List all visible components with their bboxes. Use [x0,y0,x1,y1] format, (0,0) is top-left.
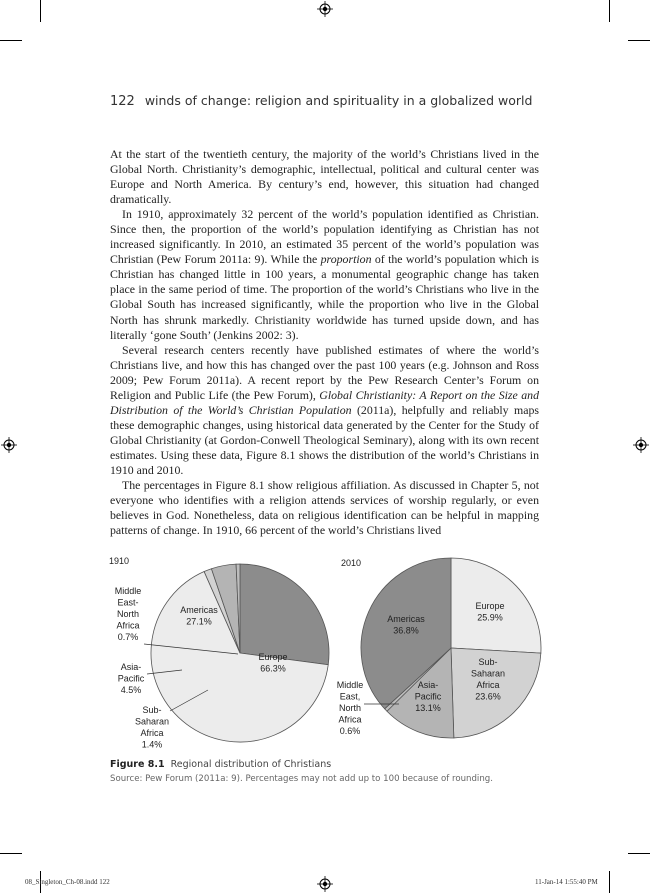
slice-label-asia-pacific [118,662,145,695]
slice-label-line: Middle [114,586,142,596]
slice-label-line: Saharan [470,668,506,679]
slice-label-line: Pacific [414,691,442,702]
slice-label-line: Sub- [142,705,162,715]
pie-charts [100,548,550,758]
slice-label-asia-pacific [415,680,442,713]
page-number: 122 [110,94,135,109]
slice-label-line: Africa [476,680,500,690]
text-run: Several research centers recently have published estimates of where the world’s Christians live, and how this has changed over the past 100 years (e.g. Johnson and Ross 2009; Pew Forum 2011a). A recent report by the Pew Research Center’s Forum on Religion and Public Life (the Pew Forum), [110,342,539,402]
slice-label-line: 0.6% [339,726,361,736]
slice-label-europe [475,601,504,623]
slice-label-sub-saharan-africa [135,705,169,750]
slice-label-line: North [338,703,362,713]
slice-label-europe [258,652,287,674]
book-title: Global Christianity: A Report on the Size and Distribution of the World’s Christian Population [110,387,539,417]
slice-label-line: Africa [338,714,362,725]
slice-label-line: 27.1% [186,616,212,627]
slice-label-line: 25.9% [477,612,503,623]
text-run: (2011a), helpfully and reliably maps these demographic changes, using historical data generated by the Center for the Study of Global Christianity (at Gordon-Conwell Theological Seminary), along with its own recent estimates. Using these data, Figure 8.1 shows the distribution of the world’s Christians in 1910 and 2010. [110,402,539,477]
footer-file: 08_Singleton_Ch-08.indd 122 [25,878,110,886]
emphasis: proportion [320,252,372,267]
figure-caption [110,759,331,770]
chart-title: 2010 [341,558,362,568]
crop-mark [628,853,650,854]
running-header [110,93,533,109]
slice-label-line: Asia- [417,680,439,690]
registration-mark-icon [317,876,333,892]
slice-label-line: Middle [336,680,364,690]
slice-label-line: Europe [475,601,505,611]
slice-label-line: North [116,609,140,619]
crop-mark [609,871,610,893]
slice-label-line: Saharan [134,716,170,727]
paragraph [110,207,539,342]
slice-label-line: 66.3% [260,663,286,674]
crop-mark [609,0,610,22]
registration-mark-icon [633,437,649,453]
slice-label-line: Americas [180,605,218,615]
slice-label-line: 0.7% [117,632,139,642]
registration-mark-icon [1,437,17,453]
slice-label-line: 13.1% [415,703,441,713]
slice-label-line: 4.5% [120,685,142,695]
slice-label-line: 23.6% [475,691,501,702]
chart-title: 1910 [109,556,130,566]
pie-slice-americas [240,564,329,665]
paragraph: At the start of the twentieth century, the majority of the world’s Christians lived in the Global North. Christianity’s demographic, intellectual, political and cultural center was Europe and North America. By century’s end, however, this situation had changed dramatically. [110,147,539,207]
slice-label-middle-east-north-africa [337,680,364,736]
slice-label-middle-east-north-africa [115,586,142,642]
slice-label-line: East, [339,691,361,702]
running-title: winds of change: religion and spirituality in a globalized world [144,93,533,108]
figure-source: Source: Pew Forum (2011a: 9). Percentages may not add up to 100 because of rounding. [110,774,493,784]
crop-mark [40,0,41,22]
text-run: of the world’s population which is Christian has changed little in 100 years, a monumental geographic change has taken place in the same period of time. The proportion of the world’s Christians who live in the Global South has increased significantly, while the proportion who live in the Global North has shrunk markedly. Christianity worldwide has turned upside down, and has literally ‘gone South’ (Jenkins 2002: 3). [110,252,539,342]
figure-label: Figure 8.1 [110,759,165,770]
registration-mark-icon [317,1,333,17]
crop-mark [0,40,22,41]
slice-label-line: East- [117,597,139,608]
crop-mark [628,40,650,41]
slice-label-line: Africa [140,728,164,738]
slice-label-line: Europe [258,652,288,662]
slice-label-line: Africa [116,620,140,631]
slice-label-line: Pacific [117,673,145,684]
paragraph: The percentages in Figure 8.1 show religious affiliation. As discussed in Chapter 5, not everyone who identifies with a religion attends services of worship regularly, or even believes in God. Nonetheless, data on religious identification can be helpful in mapping patterns of change. In 1910, 66 percent of the world’s Christians lived [110,478,539,538]
body-text [110,147,539,538]
footer-date: 11-Jan-14 1:55:40 PM [535,878,598,886]
slice-label-line: 1.4% [141,739,163,750]
crop-mark [0,853,22,854]
paragraph [110,343,539,478]
slice-label-line: 36.8% [393,625,419,636]
text-run: In 1910, approximately 32 percent of the world’s population identified as Christian. Since then, the proportion of the world’s population identifying as Christian has not increased significantly. In 2010, an estimated 35 percent of the world’s population was Christian (Pew Forum 2011a: 9). While the [110,207,539,267]
slice-label-line: Americas [387,614,425,624]
figure-8-1 [100,548,550,758]
slice-label-line: Asia- [120,662,142,672]
slice-label-line: Sub- [478,657,498,667]
caption-text: Regional distribution of Christians [170,759,332,770]
